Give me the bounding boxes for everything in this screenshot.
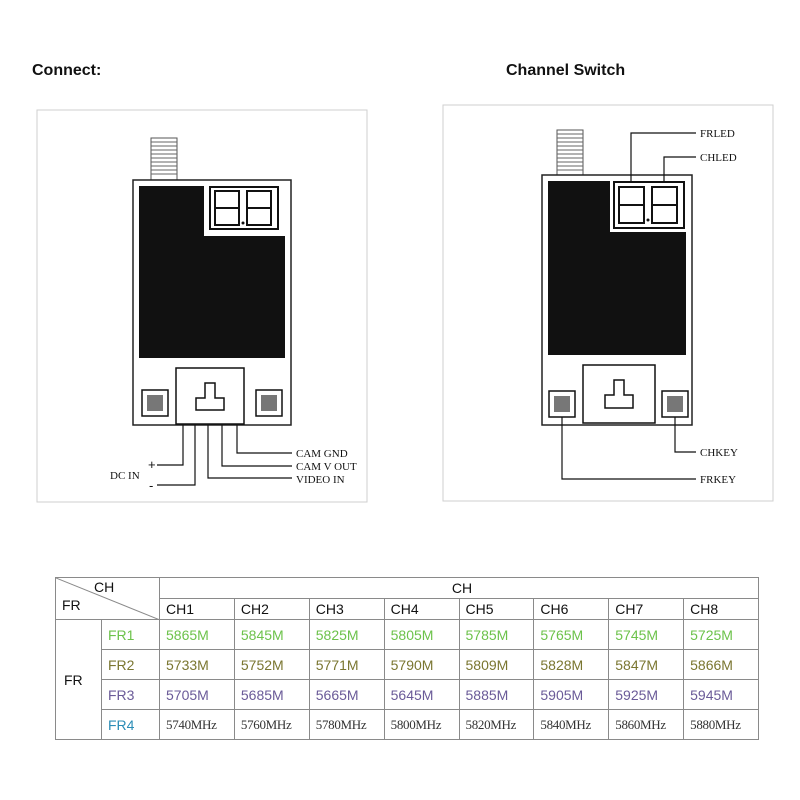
table-row bbox=[56, 680, 759, 710]
frequency-cell: 5847M bbox=[609, 650, 684, 680]
frequency-cell: 5765M bbox=[534, 620, 609, 650]
frequency-cell: 5705M bbox=[160, 680, 235, 710]
led-display-icon bbox=[210, 187, 278, 229]
frequency-cell: 5840MHz bbox=[534, 710, 609, 740]
row-label: FR2 bbox=[102, 650, 160, 680]
frequency-cell: 5828M bbox=[534, 650, 609, 680]
frkey-button-icon bbox=[142, 390, 168, 416]
frequency-cell: 5945M bbox=[684, 680, 759, 710]
frequency-cell: 5685M bbox=[234, 680, 309, 710]
antenna-connector-icon bbox=[557, 130, 583, 175]
column-header: CH8 bbox=[684, 599, 759, 620]
video-in-label: VIDEO IN bbox=[296, 474, 345, 486]
corner-fr-label: FR bbox=[62, 597, 81, 613]
table-corner-cell bbox=[56, 578, 160, 620]
frequency-cell: 5785M bbox=[459, 620, 534, 650]
row-label: FR1 bbox=[102, 620, 160, 650]
frled-label: FRLED bbox=[700, 128, 735, 140]
row-label: FR3 bbox=[102, 680, 160, 710]
table-row bbox=[56, 620, 759, 650]
chkey-label: CHKEY bbox=[700, 447, 738, 459]
frequency-table bbox=[55, 577, 759, 740]
frequency-cell: 5733M bbox=[160, 650, 235, 680]
frequency-cell: 5805M bbox=[384, 620, 459, 650]
led-display-icon bbox=[614, 182, 684, 228]
column-header: CH2 bbox=[234, 599, 309, 620]
frequency-cell: 5925M bbox=[609, 680, 684, 710]
frequency-cell: 5866M bbox=[684, 650, 759, 680]
chkey-button-icon bbox=[662, 391, 688, 417]
power-video-connector-icon bbox=[176, 368, 244, 424]
frequency-cell: 5725M bbox=[684, 620, 759, 650]
frequency-cell: 5771M bbox=[309, 650, 384, 680]
chkey-button-icon bbox=[256, 390, 282, 416]
frequency-cell: 5645M bbox=[384, 680, 459, 710]
chled-label: CHLED bbox=[700, 152, 737, 164]
connect-diagram-panel bbox=[37, 110, 367, 502]
column-header: CH1 bbox=[160, 599, 235, 620]
dc-in-label: DC IN bbox=[110, 470, 140, 482]
row-label: FR4 bbox=[102, 710, 160, 740]
frequency-cell: 5665M bbox=[309, 680, 384, 710]
channel-switch-heading: Channel Switch bbox=[506, 62, 626, 79]
frequency-cell: 5820MHz bbox=[459, 710, 534, 740]
cam-gnd-label: CAM GND bbox=[296, 448, 348, 460]
column-header: CH3 bbox=[309, 599, 384, 620]
frequency-cell: 5752M bbox=[234, 650, 309, 680]
frkey-label: FRKEY bbox=[700, 474, 737, 486]
channel-group-header: CH bbox=[160, 578, 759, 599]
frequency-cell: 5745M bbox=[609, 620, 684, 650]
frequency-cell: 5865M bbox=[160, 620, 235, 650]
corner-ch-label: CH bbox=[94, 579, 115, 595]
frequency-cell: 5880MHz bbox=[684, 710, 759, 740]
column-header: CH5 bbox=[459, 599, 534, 620]
antenna-connector-icon bbox=[151, 138, 177, 180]
column-header: CH6 bbox=[534, 599, 609, 620]
column-header: CH4 bbox=[384, 599, 459, 620]
frequency-cell: 5740MHz bbox=[160, 710, 235, 740]
dc-minus-label: - bbox=[149, 478, 154, 493]
frequency-cell: 5825M bbox=[309, 620, 384, 650]
frequency-cell: 5790M bbox=[384, 650, 459, 680]
frequency-cell: 5885M bbox=[459, 680, 534, 710]
row-group-label: FR bbox=[56, 620, 102, 740]
frequency-cell: 5860MHz bbox=[609, 710, 684, 740]
column-header: CH7 bbox=[609, 599, 684, 620]
cam-v-out-label: CAM V OUT bbox=[296, 461, 357, 473]
frequency-cell: 5780MHz bbox=[309, 710, 384, 740]
table-row bbox=[56, 650, 759, 680]
dc-plus-label: + bbox=[148, 457, 156, 472]
table-row bbox=[56, 710, 759, 740]
frequency-cell: 5760MHz bbox=[234, 710, 309, 740]
channel-switch-diagram-panel bbox=[443, 105, 773, 501]
frequency-cell: 5905M bbox=[534, 680, 609, 710]
frequency-cell: 5845M bbox=[234, 620, 309, 650]
connect-heading: Connect: bbox=[32, 62, 102, 79]
frkey-button-icon bbox=[549, 391, 575, 417]
frequency-cell: 5809M bbox=[459, 650, 534, 680]
power-video-connector-icon bbox=[583, 365, 655, 423]
frequency-cell: 5800MHz bbox=[384, 710, 459, 740]
